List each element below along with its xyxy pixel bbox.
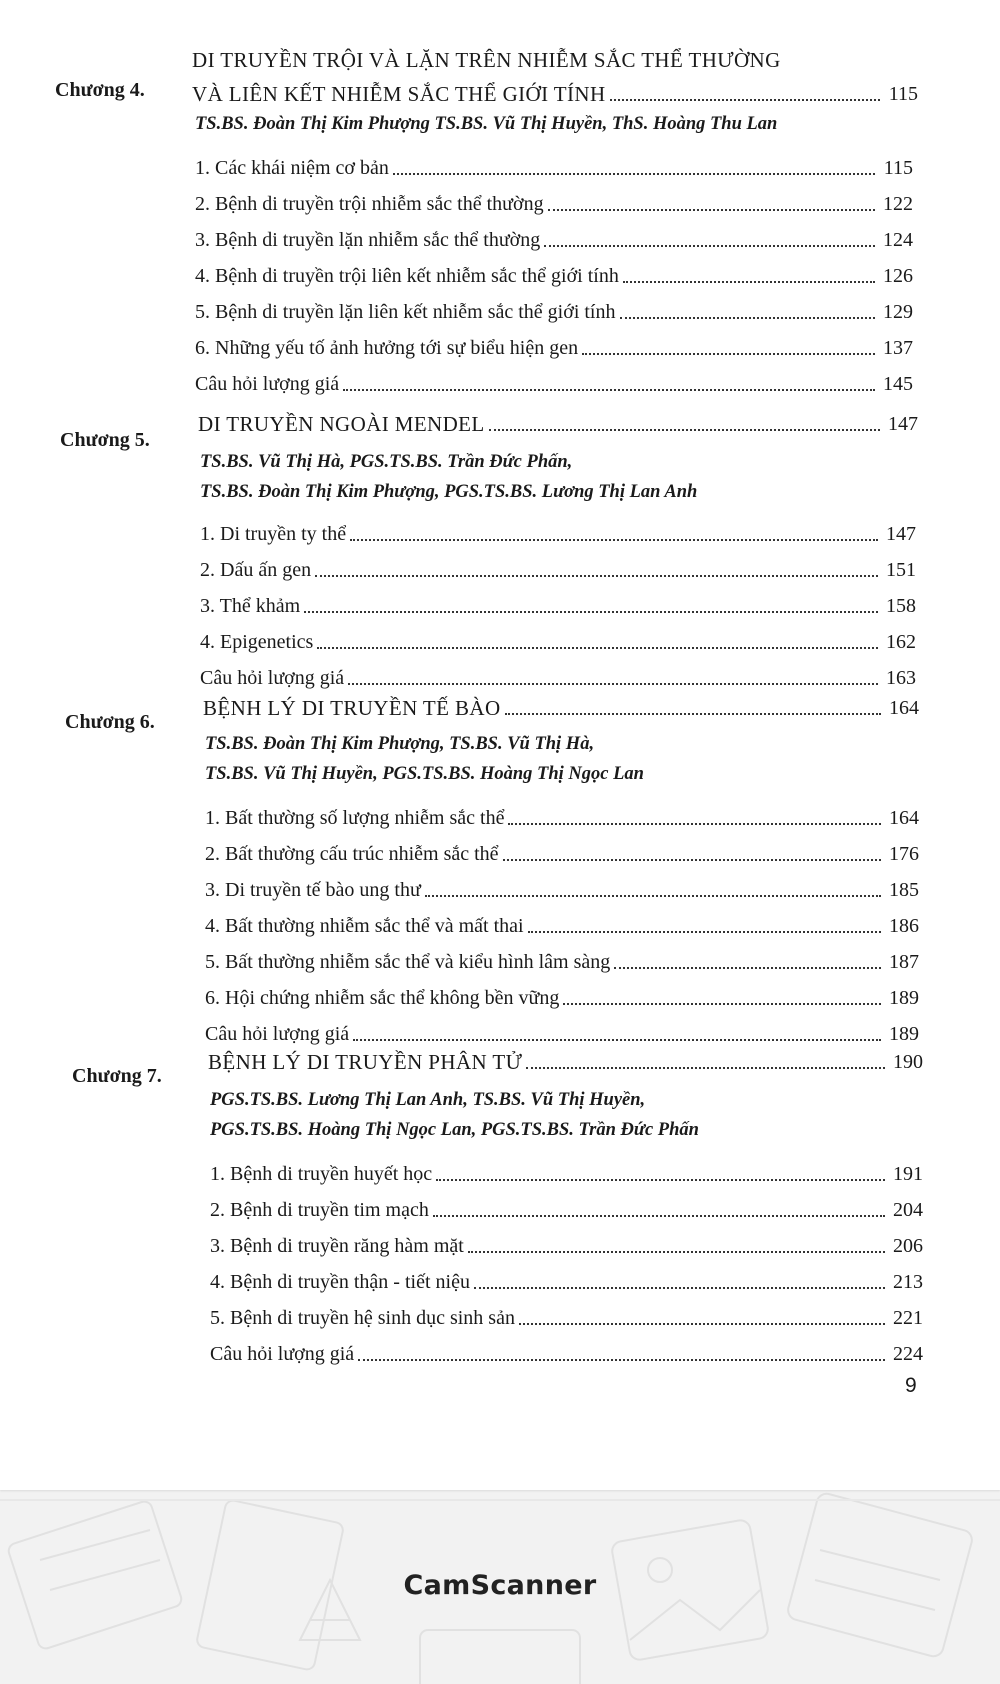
dot-leader — [620, 316, 876, 319]
dot-leader — [468, 1250, 885, 1253]
dot-leader — [489, 428, 880, 431]
dot-leader — [317, 646, 878, 649]
chapter-authors: TS.BS. Đoàn Thị Kim Phượng TS.BS. Vũ Thị Huyền, ThS. Hoàng Thu Lan — [195, 114, 778, 134]
chapter-title: DI TRUYỀN NGOÀI MENDEL — [198, 412, 485, 436]
page-number: 9 — [905, 1374, 917, 1397]
entry-text: 4. Bất thường nhiễm sắc thể và mất thai — [205, 915, 524, 937]
entry-page: 147 — [886, 523, 916, 545]
entry-text: 1. Các khái niệm cơ bản — [195, 157, 389, 179]
dot-leader — [304, 610, 878, 613]
toc-entry — [200, 512, 916, 548]
chapter-label: Chương 4. — [55, 79, 145, 101]
chapter-page: 115 — [888, 83, 918, 105]
toc-entry — [210, 1260, 923, 1296]
chapter-title: VÀ LIÊN KẾT NHIỄM SẮC THỂ GIỚI TÍNH — [192, 82, 606, 106]
entry-text: 1. Bệnh di truyền huyết học — [210, 1163, 433, 1185]
scanner-footer — [0, 1490, 1000, 1684]
entry-text: 2. Bất thường cấu trúc nhiễm sắc thể — [205, 843, 499, 865]
entry-page: 158 — [886, 595, 916, 617]
chapter-title: BỆNH LÝ DI TRUYỀN PHÂN TỬ — [208, 1050, 523, 1074]
toc-entry — [195, 146, 913, 182]
dot-leader — [315, 574, 878, 577]
entry-text: 1. Di truyền ty thể — [200, 523, 347, 545]
entry-text: 3. Thể khảm — [200, 595, 301, 617]
toc-entry — [205, 796, 919, 832]
entry-page: 176 — [889, 843, 919, 865]
toc-entry — [195, 326, 913, 362]
chapter-authors: PGS.TS.BS. Hoàng Thị Ngọc Lan, PGS.TS.BS. Trần Đức Phấn — [210, 1120, 699, 1140]
entry-text: 6. Hội chứng nhiễm sắc thể không bền vững — [205, 987, 560, 1009]
toc-entry — [200, 620, 916, 656]
chapter-title-row — [203, 686, 919, 722]
entry-page: 224 — [893, 1343, 923, 1365]
dot-leader — [519, 1322, 885, 1325]
chapter-authors: TS.BS. Đoàn Thị Kim Phượng, PGS.TS.BS. Lương Thị Lan Anh — [200, 482, 698, 502]
entry-page: 204 — [893, 1199, 923, 1221]
dot-leader — [614, 966, 881, 969]
dot-leader — [563, 1002, 881, 1005]
dot-leader — [528, 930, 881, 933]
entry-page: 122 — [883, 193, 913, 215]
toc-entry — [195, 362, 913, 398]
entry-page: 206 — [893, 1235, 923, 1257]
entry-page: 126 — [883, 265, 913, 287]
chapter-title: BỆNH LÝ DI TRUYỀN TẾ BÀO — [203, 696, 501, 720]
dot-leader — [623, 280, 875, 283]
entry-page: 185 — [889, 879, 919, 901]
entry-text: 1. Bất thường số lượng nhiễm sắc thể — [205, 807, 505, 829]
toc-entry — [195, 254, 913, 290]
dot-leader — [436, 1178, 885, 1181]
chapter-page: 164 — [889, 697, 919, 719]
entry-text: 2. Bệnh di truyền tim mạch — [210, 1199, 429, 1221]
entry-text: Câu hỏi lượng giá — [210, 1343, 355, 1365]
entry-text: 5. Bệnh di truyền lặn liên kết nhiễm sắc thể giới tính — [195, 301, 616, 323]
entry-page: 124 — [883, 229, 913, 251]
chapter-label: Chương 6. — [65, 711, 155, 733]
chapter-authors: TS.BS. Vũ Thị Hà, PGS.TS.BS. Trần Đức Phấn, — [200, 452, 573, 472]
entry-text: 5. Bệnh di truyền hệ sinh dục sinh sản — [210, 1307, 515, 1329]
toc-entry — [200, 584, 916, 620]
entry-text: 5. Bất thường nhiễm sắc thể và kiểu hình lâm sàng — [205, 951, 611, 973]
toc-entry — [210, 1152, 923, 1188]
entry-page: 164 — [889, 807, 919, 829]
chapter-page: 147 — [888, 413, 918, 435]
entry-page: 186 — [889, 915, 919, 937]
dot-leader — [503, 858, 881, 861]
chapter-title-row — [208, 1040, 923, 1076]
chapter-authors: PGS.TS.BS. Lương Thị Lan Anh, TS.BS. Vũ Thị Huyền, — [210, 1090, 646, 1110]
entry-page: 187 — [889, 951, 919, 973]
dot-leader — [508, 822, 881, 825]
toc-entry — [205, 940, 919, 976]
entry-text: 4. Epigenetics — [200, 631, 314, 653]
entry-text: 3. Di truyền tế bào ung thư — [205, 879, 421, 901]
entry-page: 191 — [893, 1163, 923, 1185]
toc-entry — [205, 832, 919, 868]
entry-page: 189 — [889, 987, 919, 1009]
entry-text: 2. Bệnh di truyền trội nhiễm sắc thể thường — [195, 193, 544, 215]
toc-entry — [210, 1332, 923, 1368]
entry-text: 6. Những yếu tố ảnh hưởng tới sự biểu hiện gen — [195, 337, 579, 359]
toc-entry — [195, 218, 913, 254]
toc-entry — [205, 904, 919, 940]
entry-text: Câu hỏi lượng giá — [200, 667, 345, 689]
entry-page: 115 — [883, 157, 913, 179]
chapter-label: Chương 5. — [60, 429, 150, 451]
entry-text: 2. Dấu ấn gen — [200, 559, 312, 581]
dot-leader — [425, 894, 881, 897]
chapter-title-row — [192, 72, 918, 108]
toc-entry — [210, 1224, 923, 1260]
dot-leader — [358, 1358, 885, 1361]
entry-text: 3. Bệnh di truyền lặn nhiễm sắc thể thường — [195, 229, 541, 251]
dot-leader — [582, 352, 875, 355]
dot-leader — [343, 388, 875, 391]
chapter-title-line1: DI TRUYỀN TRỘI VÀ LẶN TRÊN NHIỄM SẮC THỂ THƯỜNG — [192, 48, 781, 72]
chapter-label: Chương 7. — [72, 1065, 162, 1087]
entry-page: 162 — [886, 631, 916, 653]
chapter-page: 190 — [893, 1051, 923, 1073]
dot-leader — [350, 538, 878, 541]
entry-page: 151 — [886, 559, 916, 581]
toc-entry — [210, 1188, 923, 1224]
toc-entry — [205, 868, 919, 904]
dot-leader — [348, 682, 878, 685]
toc-entry — [200, 548, 916, 584]
entry-page: 221 — [893, 1307, 923, 1329]
dot-leader — [526, 1066, 885, 1069]
toc-entry — [195, 290, 913, 326]
toc-entry — [195, 182, 913, 218]
entry-text: Câu hỏi lượng giá — [195, 373, 340, 395]
camscanner-brand: CamScanner — [403, 1570, 597, 1601]
entry-text: Câu hỏi lượng giá — [205, 1023, 350, 1045]
entry-text: 4. Bệnh di truyền thận - tiết niệu — [210, 1271, 470, 1293]
chapter-title-row — [198, 402, 918, 438]
toc-entry — [210, 1296, 923, 1332]
entry-page: 145 — [883, 373, 913, 395]
dot-leader — [474, 1286, 885, 1289]
dot-leader — [544, 244, 875, 247]
toc-entry — [205, 976, 919, 1012]
entry-page: 129 — [883, 301, 913, 323]
entry-page: 163 — [886, 667, 916, 689]
chapter-authors: TS.BS. Đoàn Thị Kim Phượng, TS.BS. Vũ Thị Hà, — [205, 734, 595, 754]
dot-leader — [610, 98, 880, 101]
entry-text: 4. Bệnh di truyền trội liên kết nhiễm sắc thể giới tính — [195, 265, 619, 287]
entry-text: 3. Bệnh di truyền răng hàm mặt — [210, 1235, 464, 1257]
dot-leader — [393, 172, 875, 175]
entry-page: 137 — [883, 337, 913, 359]
chapter-authors: TS.BS. Vũ Thị Huyền, PGS.TS.BS. Hoàng Thị Ngọc Lan — [205, 764, 644, 784]
dot-leader — [505, 712, 881, 715]
entry-page: 189 — [889, 1023, 919, 1045]
dot-leader — [548, 208, 875, 211]
entry-page: 213 — [893, 1271, 923, 1293]
dot-leader — [433, 1214, 885, 1217]
